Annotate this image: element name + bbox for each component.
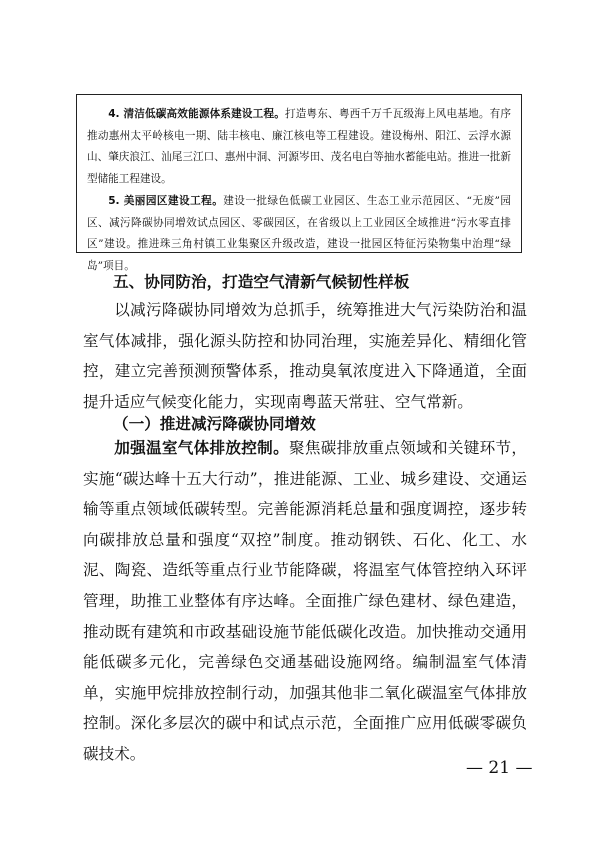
body-paragraph-text <box>83 433 527 770</box>
box-item-5-text: 建设一批绿色低碳工业园区、生态工业示范园区、“无废”园区、减污降碳协同增效试点园区、零碳园区，在省级以上工业园区全域推进“污水零直排区”建设。推进珠三角村镇工业集聚区升级改造，建设一批园区特征污染物集中治理“绿岛”项目。 <box>87 194 511 272</box>
paragraph-text: 聚焦碳排放重点领域和关键环节，实施“碳达峰十五大行动”，推进能源、工业、城乡建设、交通运输等重点领域低碳转型。完善能源消耗总量和强度调控，逐步转向碳排放总量和强度“双控”制度。推动钢铁、石化、化工、水泥、陶瓷、造纸等重点行业节能降碳，将温室气体管控纳入环评管理，助推工业整体有序达峰。全面推广绿色建材、绿色建造，推动既有建筑和市政基础设施节能低碳化改造。加快推动交通用能低碳多元化，完善绿色交通基础设施网络。编制温室气体清单，实施甲烷排放控制行动，加强其他非二氧化碳温室气体排放控制。深化多层次的碳中和试点示范，全面推广应用低碳零碳负碳技术。 <box>83 439 527 763</box>
paragraph-lead: 加强温室气体排放控制。 <box>114 439 289 457</box>
page-number: — 21 — <box>466 758 533 778</box>
box-item-4-text: 打造粤东、粤西千万千瓦级海上风电基地。有序推动惠州太平岭核电一期、陆丰核电、廉江核电等工程建设。建设梅州、阳江、云浮水源山、肇庆浪江、汕尾三江口、惠州中洞、河源岑田、茂名电白等抽水蓄能电站。推进一批新型储能工程建设。 <box>87 108 511 186</box>
subsection-title: （一）推进减污降碳协同增效 <box>113 414 316 433</box>
box-item-4-title: 4. 清洁低碳高效能源体系建设工程。 <box>108 108 285 120</box>
box-item-5-title: 5. 美丽园区建设工程。 <box>108 194 224 207</box>
section-intro <box>83 295 527 417</box>
section-title: 五、协同防治，打造空气清新气候韧性样板 <box>113 273 410 291</box>
project-box <box>76 94 522 272</box>
body-paragraph <box>83 433 527 770</box>
box-item-5 <box>87 191 511 278</box>
box-item-4 <box>87 104 511 191</box>
intro-paragraph: 以减污降碳协同增效为总抓手，统筹推进大气污染防治和温室气体减排，强化源头防控和协同治理，实施差异化、精细化管控，建立完善预测预警体系，推动臭氧浓度进入下降通道，全面提升适应气候变化能力，实现南粤蓝天常驻、空气常新。 <box>83 301 527 411</box>
